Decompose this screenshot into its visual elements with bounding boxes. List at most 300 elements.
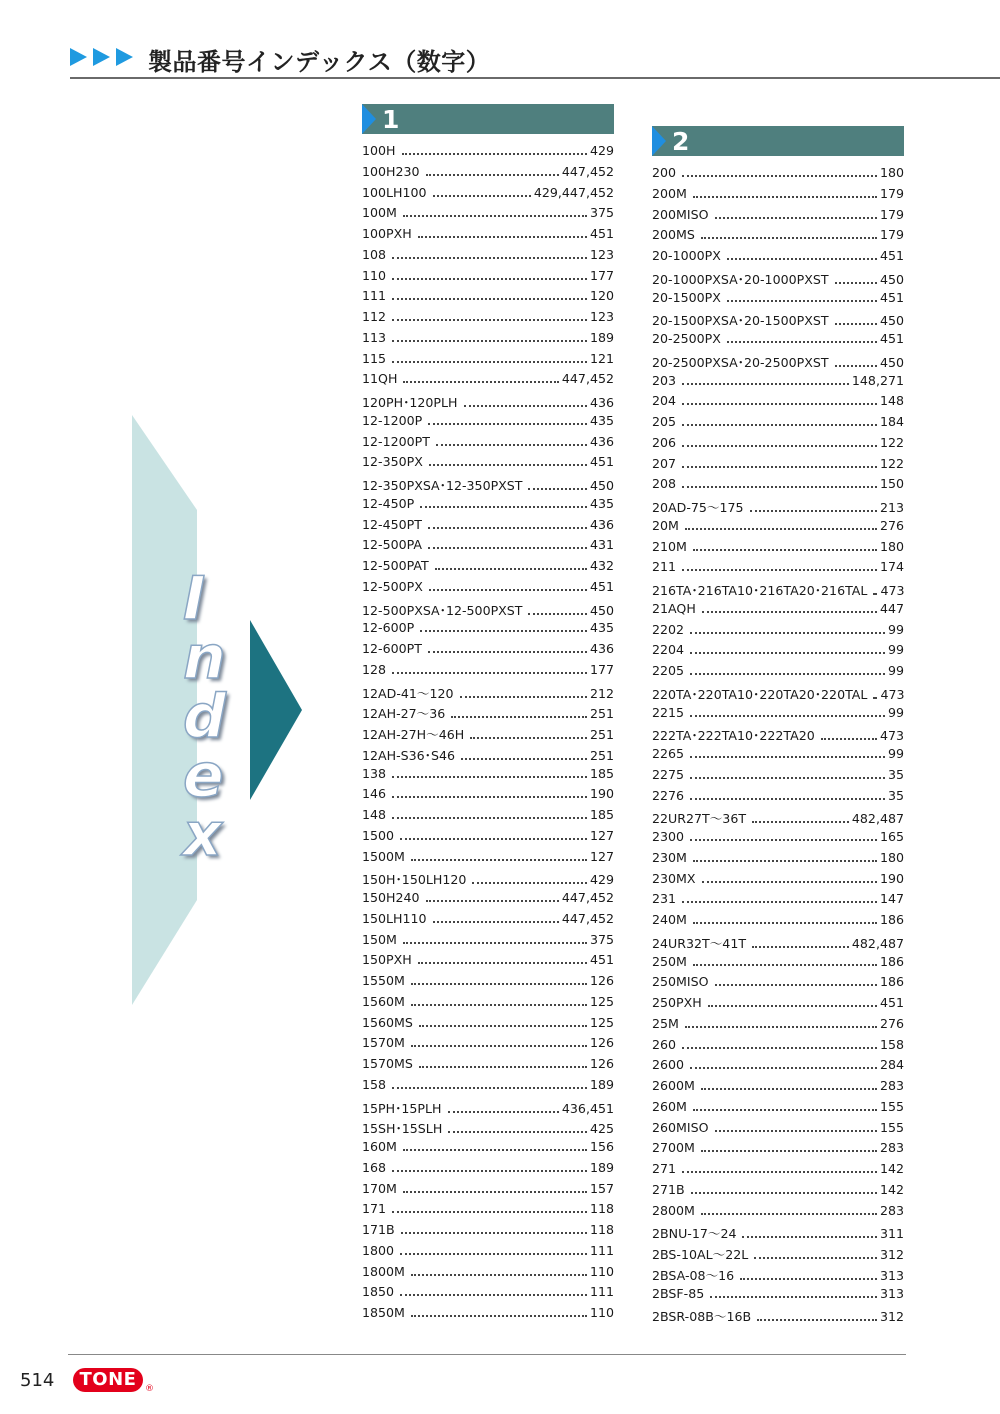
- index-entry: [652, 518, 904, 539]
- entry-leader-dots: [693, 549, 877, 551]
- entry-code: 1550M: [362, 973, 405, 988]
- index-entry: [362, 413, 614, 434]
- entry-code: 115: [362, 350, 387, 366]
- entry-page: 120: [589, 288, 614, 304]
- entry-code: 1500: [362, 827, 395, 843]
- index-entry: [652, 456, 904, 477]
- entry-page: 312: [879, 1309, 904, 1325]
- entry-list: [652, 165, 904, 1327]
- index-entry: [652, 933, 904, 954]
- entry-leader-dots: [392, 817, 587, 819]
- entry-page: 156: [589, 1139, 614, 1154]
- entry-code: 203: [652, 372, 677, 388]
- entry-leader-dots: [411, 1315, 587, 1317]
- entry-code: 20-1500PXSA･20-1500PXST: [652, 313, 829, 329]
- index-entry: [652, 1182, 904, 1203]
- entry-leader-dots: [418, 962, 587, 964]
- index-entry: [362, 1098, 614, 1119]
- index-entry: [362, 600, 614, 621]
- entry-page: 157: [589, 1180, 614, 1196]
- entry-code: 1850M: [362, 1305, 405, 1320]
- entry-page: 142: [879, 1181, 904, 1197]
- entry-page: 447: [879, 600, 904, 616]
- entry-code: 150M: [362, 931, 397, 947]
- entry-code: 12-450PT: [362, 516, 422, 532]
- entry-page: 432: [589, 558, 614, 573]
- index-entry: [362, 1264, 614, 1285]
- entry-code: 260: [652, 1036, 677, 1052]
- entry-leader-dots: [835, 282, 877, 284]
- entry-leader-dots: [426, 900, 559, 902]
- entry-leader-dots: [461, 758, 587, 760]
- entry-page: 447,452: [561, 890, 614, 905]
- entry-page: 122: [879, 455, 904, 471]
- entry-code: 200: [652, 165, 677, 180]
- index-entry: [362, 1305, 614, 1326]
- entry-code: 2276: [652, 787, 685, 803]
- entry-leader-dots: [392, 278, 587, 280]
- entry-leader-dots: [418, 236, 587, 238]
- index-entry: [362, 537, 614, 558]
- footer-rule: [68, 1354, 906, 1355]
- entry-code: 20-2500PX: [652, 331, 721, 346]
- entry-leader-dots: [693, 196, 877, 198]
- entry-leader-dots: [420, 630, 587, 632]
- index-entry: [652, 788, 904, 809]
- entry-leader-dots: [429, 589, 587, 591]
- entry-page: 313: [879, 1285, 904, 1301]
- column-header-label: 2: [672, 127, 690, 156]
- column-header-label: 1: [382, 105, 400, 134]
- entry-page: 431: [589, 537, 614, 553]
- entry-code: 12-350PXSA･12-350PXST: [362, 478, 523, 493]
- entry-leader-dots: [821, 738, 877, 740]
- index-entry: [652, 601, 904, 622]
- entry-code: 15SH･15SLH: [362, 1121, 443, 1137]
- index-entry: [652, 1265, 904, 1286]
- entry-code: 110: [362, 267, 387, 283]
- entry-code: 2205: [652, 663, 685, 678]
- entry-page: 436: [589, 641, 614, 656]
- entry-leader-dots: [757, 1319, 877, 1321]
- entry-code: 20-2500PXSA･20-2500PXST: [652, 354, 829, 370]
- entry-code: 20AD-75～175: [652, 500, 744, 515]
- entry-page: 180: [879, 538, 904, 554]
- entry-code: 240M: [652, 912, 687, 927]
- entry-page: 126: [589, 1056, 614, 1071]
- entry-code: 12AH-27H～46H: [362, 727, 465, 742]
- entry-leader-dots: [752, 821, 849, 823]
- entry-code: 230M: [652, 849, 687, 865]
- index-entry: [652, 352, 904, 373]
- index-entry: [652, 186, 904, 207]
- index-entry: [652, 1244, 904, 1265]
- entry-page: 251: [589, 747, 614, 763]
- entry-page: 177: [589, 267, 614, 283]
- entry-page: 451: [879, 331, 904, 346]
- entry-page: 148: [879, 393, 904, 409]
- entry-page: 99: [887, 621, 904, 637]
- index-arrow-icon: [250, 620, 302, 800]
- entry-page: 99: [887, 746, 904, 761]
- entry-code: 2265: [652, 746, 685, 761]
- entry-page: 283: [879, 1202, 904, 1218]
- index-entry: [362, 475, 614, 496]
- index-entry: [362, 745, 614, 766]
- index-entry: [362, 973, 614, 994]
- entry-leader-dots: [740, 1278, 877, 1280]
- entry-code: 200MS: [652, 227, 695, 243]
- entry-code: 2BS-10AL～22L: [652, 1247, 749, 1262]
- index-entry: [652, 1286, 904, 1307]
- index-entry: [362, 828, 614, 849]
- index-entry: [362, 1035, 614, 1056]
- entry-leader-dots: [411, 859, 587, 861]
- entry-page: 451: [879, 248, 904, 263]
- registered-mark: ®: [145, 1384, 154, 1394]
- entry-page: 425: [589, 1121, 614, 1137]
- index-entry: [652, 207, 904, 228]
- entry-leader-dots: [682, 569, 877, 571]
- entry-code: 100H230: [362, 163, 420, 179]
- entry-code: 271: [652, 1161, 677, 1176]
- entry-page: 179: [879, 227, 904, 243]
- entry-page: 35: [887, 766, 904, 782]
- index-entry: [362, 890, 614, 911]
- index-entry: [362, 185, 614, 206]
- entry-leader-dots: [426, 174, 559, 176]
- entry-page: 165: [879, 829, 904, 844]
- entry-page: 127: [589, 848, 614, 864]
- entry-leader-dots: [392, 361, 587, 363]
- entry-leader-dots: [690, 798, 885, 800]
- entry-code: 216TA･216TA10･216TA20･216TAL: [652, 583, 868, 598]
- entry-page: 123: [589, 309, 614, 324]
- entry-page: 451: [589, 578, 614, 594]
- entry-code: 150LH110: [362, 910, 427, 926]
- entry-leader-dots: [392, 1211, 587, 1213]
- entry-leader-dots: [433, 195, 531, 197]
- entry-page: 190: [589, 786, 614, 802]
- entry-page: 184: [879, 414, 904, 429]
- entry-leader-dots: [690, 1067, 877, 1069]
- entry-leader-dots: [392, 1087, 587, 1089]
- entry-leader-dots: [400, 1294, 587, 1296]
- entry-page: 99: [887, 704, 904, 720]
- index-entry: [362, 641, 614, 662]
- entry-code: 20-1000PXSA･20-1000PXST: [652, 271, 829, 287]
- entry-code: 150PXH: [362, 952, 412, 968]
- entry-leader-dots: [428, 651, 587, 653]
- entry-code: 271B: [652, 1181, 685, 1197]
- entry-code: 210M: [652, 538, 687, 554]
- entry-leader-dots: [873, 593, 877, 595]
- entry-leader-dots: [464, 405, 587, 407]
- entry-leader-dots: [691, 1192, 877, 1194]
- entry-leader-dots: [428, 527, 587, 529]
- index-entry: [652, 871, 904, 892]
- entry-code: 250MISO: [652, 974, 709, 990]
- entry-code: 1800M: [362, 1263, 405, 1279]
- index-entry: [362, 288, 614, 309]
- index-entry: [652, 642, 904, 663]
- entry-leader-dots: [433, 921, 559, 923]
- index-entry: [652, 373, 904, 394]
- entry-code: 211: [652, 559, 677, 575]
- index-entry: [362, 247, 614, 268]
- entry-code: 20-1500PX: [652, 289, 721, 305]
- entry-leader-dots: [435, 568, 587, 570]
- entry-code: 168: [362, 1159, 387, 1175]
- entry-code: 170M: [362, 1180, 397, 1196]
- entry-page: 111: [589, 1284, 614, 1300]
- entry-code: 150H･150LH120: [362, 872, 467, 888]
- index-entry: [362, 724, 614, 745]
- entry-page: 276: [879, 1015, 904, 1031]
- entry-page: 450: [589, 478, 614, 493]
- entry-leader-dots: [754, 1257, 877, 1259]
- entry-code: 231: [652, 891, 677, 907]
- column-header: [652, 126, 904, 156]
- index-entry: [652, 497, 904, 518]
- entry-code: 12-500PAT: [362, 558, 429, 573]
- entry-page: 189: [589, 1159, 614, 1175]
- entry-leader-dots: [873, 697, 877, 699]
- index-entry: [362, 496, 614, 517]
- index-entry: [652, 1223, 904, 1244]
- entry-code: 260M: [652, 1098, 687, 1114]
- entry-code: 150H240: [362, 890, 420, 905]
- index-entry: [652, 476, 904, 497]
- index-entry: [652, 725, 904, 746]
- entry-code: 1850: [362, 1284, 395, 1300]
- index-entry: [362, 849, 614, 870]
- entry-leader-dots: [752, 946, 849, 948]
- entry-page: 150: [879, 476, 904, 492]
- entry-leader-dots: [419, 1066, 587, 1068]
- index-entry: [652, 829, 904, 850]
- entry-leader-dots: [693, 922, 877, 924]
- entry-page: 35: [887, 787, 904, 803]
- index-entry: [652, 746, 904, 767]
- entry-leader-dots: [392, 257, 587, 259]
- index-entry: [652, 1306, 904, 1327]
- entry-code: 20-1000PX: [652, 248, 721, 263]
- entry-page: 251: [589, 706, 614, 722]
- header-rule: [70, 77, 1000, 79]
- entry-page: 110: [589, 1263, 614, 1279]
- entry-code: 2BSF-85: [652, 1285, 705, 1301]
- index-entry: [652, 310, 904, 331]
- index-entry: [652, 1099, 904, 1120]
- entry-leader-dots: [400, 838, 587, 840]
- entry-code: 1560MS: [362, 1014, 413, 1030]
- entry-leader-dots: [411, 983, 587, 985]
- entry-leader-dots: [448, 1131, 587, 1133]
- entry-code: 108: [362, 246, 387, 262]
- entry-leader-dots: [428, 423, 587, 425]
- index-entry: [652, 165, 904, 186]
- entry-code: 2275: [652, 766, 685, 782]
- entry-page: 179: [879, 206, 904, 222]
- entry-page: 110: [589, 1305, 614, 1320]
- index-column-1: [362, 104, 614, 1326]
- index-entry: [362, 932, 614, 953]
- entry-code: 24UR32T～41T: [652, 935, 747, 951]
- entry-leader-dots: [702, 881, 877, 883]
- entry-page: 126: [589, 1035, 614, 1051]
- entry-page: 429: [589, 872, 614, 888]
- entry-leader-dots: [392, 340, 587, 342]
- entry-code: 12-500PXSA･12-500PXST: [362, 602, 523, 618]
- entry-leader-dots: [690, 839, 877, 841]
- entry-list: [362, 143, 614, 1326]
- entry-leader-dots: [708, 1005, 877, 1007]
- entry-code: 260MISO: [652, 1119, 709, 1135]
- entry-page: 99: [887, 663, 904, 678]
- index-entry: [362, 205, 614, 226]
- index-entry: [362, 434, 614, 455]
- entry-code: 222TA･222TA10･222TA20: [652, 728, 815, 744]
- entry-page: 283: [879, 1078, 904, 1093]
- entry-leader-dots: [685, 528, 877, 530]
- entry-leader-dots: [403, 1191, 587, 1193]
- entry-page: 189: [589, 1076, 614, 1092]
- entry-page: 125: [589, 993, 614, 1009]
- entry-code: 12-600PT: [362, 641, 422, 656]
- entry-page: 213: [879, 500, 904, 515]
- entry-page: 111: [589, 1242, 614, 1258]
- entry-page: 435: [589, 620, 614, 636]
- entry-code: 2202: [652, 621, 685, 637]
- index-entry: [362, 703, 614, 724]
- entry-leader-dots: [690, 715, 885, 717]
- index-entry: [652, 995, 904, 1016]
- entry-leader-dots: [710, 1296, 877, 1298]
- entry-leader-dots: [392, 796, 587, 798]
- entry-page: 185: [589, 765, 614, 781]
- entry-leader-dots: [701, 1088, 877, 1090]
- entry-code: 207: [652, 455, 677, 471]
- index-entry: [362, 766, 614, 787]
- entry-code: 205: [652, 414, 677, 429]
- index-entry: [362, 1160, 614, 1181]
- entry-leader-dots: [682, 403, 877, 405]
- entry-leader-dots: [682, 445, 877, 447]
- index-entry: [652, 227, 904, 248]
- entry-page: 451: [589, 454, 614, 470]
- entry-leader-dots: [690, 673, 885, 675]
- column-header-arrow-icon: [652, 126, 666, 156]
- entry-code: 1570M: [362, 1035, 405, 1051]
- entry-leader-dots: [690, 652, 885, 654]
- entry-code: 12AH-27～36: [362, 706, 446, 722]
- entry-page: 482,487: [851, 935, 904, 951]
- entry-leader-dots: [528, 488, 586, 490]
- index-entry: [362, 164, 614, 185]
- entry-leader-dots: [835, 365, 877, 367]
- entry-page: 447,452: [561, 910, 614, 926]
- entry-leader-dots: [436, 444, 587, 446]
- entry-page: 127: [589, 827, 614, 843]
- entry-code: 250PXH: [652, 995, 702, 1010]
- index-entry: [652, 808, 904, 829]
- entry-leader-dots: [693, 860, 877, 862]
- tone-logo: TONE: [73, 1368, 143, 1392]
- entry-leader-dots: [701, 1150, 877, 1152]
- entry-page: 186: [879, 974, 904, 990]
- entry-code: 25M: [652, 1015, 679, 1031]
- entry-leader-dots: [727, 300, 877, 302]
- entry-page: 429: [589, 143, 614, 158]
- index-entry: [362, 579, 614, 600]
- entry-page: 177: [589, 661, 614, 677]
- entry-code: 1500M: [362, 848, 405, 864]
- entry-page: 451: [589, 226, 614, 241]
- entry-leader-dots: [693, 964, 877, 966]
- index-entry: [362, 662, 614, 683]
- index-entry: [652, 974, 904, 995]
- entry-page: 123: [589, 246, 614, 262]
- index-entry: [362, 869, 614, 890]
- entry-code: 2600: [652, 1057, 685, 1073]
- entry-code: 120PH･120PLH: [362, 395, 458, 410]
- entry-code: 2700M: [652, 1140, 695, 1156]
- entry-page: 99: [887, 642, 904, 658]
- entry-code: 204: [652, 393, 677, 409]
- entry-code: 2BSA-08～16: [652, 1267, 735, 1283]
- column-header-arrow-icon: [362, 104, 376, 134]
- page-header: [70, 42, 1000, 78]
- index-entry: [362, 226, 614, 247]
- index-entry: [362, 143, 614, 164]
- entry-code: 230MX: [652, 870, 696, 886]
- index-entry: [652, 954, 904, 975]
- entry-leader-dots: [715, 217, 877, 219]
- entry-code: 1560M: [362, 993, 405, 1009]
- index-entry: [362, 1056, 614, 1077]
- index-entry: [652, 1078, 904, 1099]
- entry-page: 118: [589, 1201, 614, 1217]
- entry-leader-dots: [403, 942, 587, 944]
- entry-code: 1570MS: [362, 1056, 413, 1071]
- entry-code: 100H: [362, 143, 396, 158]
- entry-page: 122: [879, 434, 904, 450]
- index-entry: [362, 454, 614, 475]
- entry-page: 436: [589, 395, 614, 410]
- entry-page: 189: [589, 329, 614, 345]
- entry-leader-dots: [401, 1232, 587, 1234]
- index-entry: [652, 684, 904, 705]
- entry-leader-dots: [685, 1026, 877, 1028]
- entry-code: 200M: [652, 185, 687, 201]
- index-entry: [652, 1120, 904, 1141]
- entry-code: 112: [362, 309, 387, 324]
- index-entry: [362, 1118, 614, 1139]
- index-entry: [652, 705, 904, 726]
- entry-page: 435: [589, 495, 614, 511]
- page-title: 製品番号インデックス（数字）: [148, 48, 491, 76]
- entry-code: 160M: [362, 1139, 397, 1154]
- entry-code: 100LH100: [362, 184, 427, 200]
- index-entry: [362, 558, 614, 579]
- index-entry: [652, 290, 904, 311]
- index-entry: [652, 414, 904, 435]
- index-letters: [183, 564, 253, 870]
- entry-page: 180: [879, 165, 904, 180]
- entry-code: 100PXH: [362, 226, 412, 241]
- entry-page: 375: [589, 931, 614, 947]
